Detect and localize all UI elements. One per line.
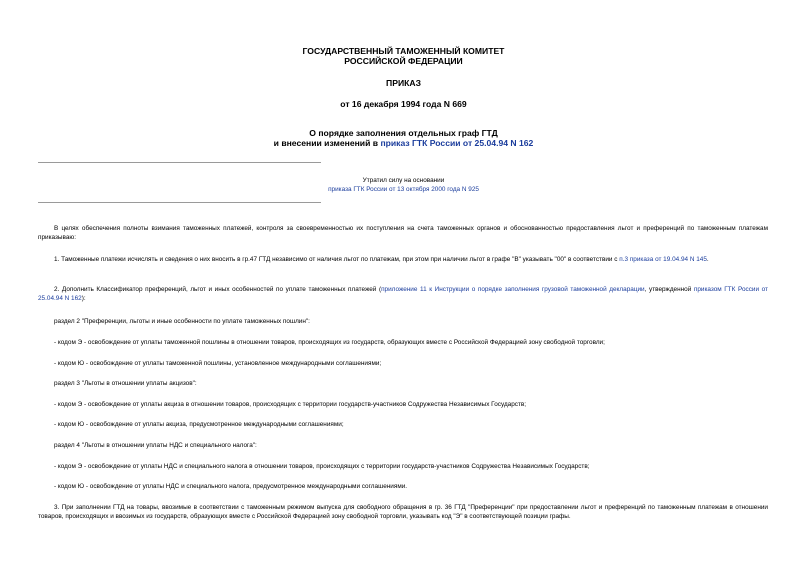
title-line-2	[0, 138, 807, 148]
item-2-paragraph	[38, 286, 768, 304]
item-2-text: 2. Дополнить Классификатор преференций, льгот и иных особенностей по уплате таможенных платежей (	[54, 286, 382, 293]
issuer-name	[0, 46, 807, 66]
item-1-paragraph	[38, 256, 768, 265]
status-note-text: Утратил силу на основании	[362, 177, 445, 184]
status-note	[0, 176, 807, 194]
intro-paragraph: В целях обеспечения полноты взимания таможенных платежей, контроля за своевременностью их поступления на счета таможенных органов и обоснованностью предоставления льгот и преференций по таможенным платежам приказываю:	[38, 225, 768, 241]
list-item: - кодом Ю - освобождение от уплаты НДС и специального налога, предусмотренное международными соглашениями.	[54, 483, 408, 490]
list-item: - кодом Ю - освобождение от уплаты таможенной пошлины, установленное международными соглашениями;	[54, 360, 382, 367]
appendix-11-link[interactable]: приложение 11 к Инструкции о порядке заполнения грузовой таможенной декларации	[381, 286, 645, 293]
issuer-line-1: ГОСУДАРСТВЕННЫЙ ТАМОЖЕННЫЙ КОМИТЕТ	[302, 46, 505, 56]
list-item: - кодом Э - освобождение от уплаты таможенной пошлины в отношении товаров, происходящих из государств, образующих вместе с Российской Федерацией зону свободной торговли;	[54, 339, 605, 346]
section-4-heading: раздел 4 "Льготы в отношении уплаты НДС и специального налога":	[54, 442, 257, 449]
divider-top	[38, 162, 321, 163]
section-3-heading: раздел 3 "Льготы в отношении уплаты акцизов":	[54, 380, 197, 387]
title-line-1: О порядке заполнения отдельных граф ГТД	[309, 128, 498, 138]
item-1-end: .	[706, 256, 709, 263]
section-2-heading: раздел 2 "Преференции, льготы и иные особенности по уплате таможенных пошлин":	[54, 318, 310, 325]
repeal-order-link[interactable]: приказа ГТК России от 13 октября 2000 года N 925	[328, 186, 479, 193]
issuer-line-2: РОССИЙСКОЙ ФЕДЕРАЦИИ	[344, 56, 463, 66]
document-type: ПРИКАЗ	[386, 78, 421, 88]
list-item: - кодом Э - освобождение от уплаты акциза в отношении товаров, происходящих с территории государств-участников Содружества Независимых Государств;	[54, 401, 527, 408]
document-date-number: от 16 декабря 1994 года N 669	[340, 99, 467, 109]
order-145-link[interactable]: п.3 приказа от 19.04.94 N 145	[619, 256, 707, 263]
divider-bottom	[38, 202, 321, 203]
title-line-2-text: и внесении изменений в	[273, 138, 381, 148]
document-title	[0, 128, 807, 148]
list-item: - кодом Э - освобождение от уплаты НДС и специального налога в отношении товаров, происходящих с территории государств-участников Содружества Независимых Государств;	[54, 463, 590, 470]
order-162-ref-link[interactable]: приказом ГТК России от 25.04.94 N 162	[38, 286, 768, 302]
list-item: - кодом Ю - освобождение от уплаты акциза, предусмотренное международными соглашениями;	[54, 421, 344, 428]
item-1-text: 1. Таможенные платежи исчислять и сведения о них вносить в гр.47 ГТД независимо от наличия льгот по платежам, при этом при наличии льгот в графе "В" указывать "00" в соответствии с	[54, 256, 620, 263]
order-162-link[interactable]: приказ ГТК России от 25.04.94 N 162	[380, 138, 534, 148]
item-2-end: ):	[81, 294, 86, 302]
item-3-paragraph: 3. При заполнении ГТД на товары, ввозимые в соответствии с таможенным режимом выпуска для свободного обращения в гр. 36 ГТД "Преференции" при предоставлении льгот и преференций по таможенным платежам в отношении товаров, происходящих и ввозимых из государств, образующих вместе с Российской Федерацией зону свободной торговли, указывать код "Э" в соответствующей позиции графы.	[38, 504, 768, 520]
item-2-mid: , утвержденной	[644, 286, 694, 293]
